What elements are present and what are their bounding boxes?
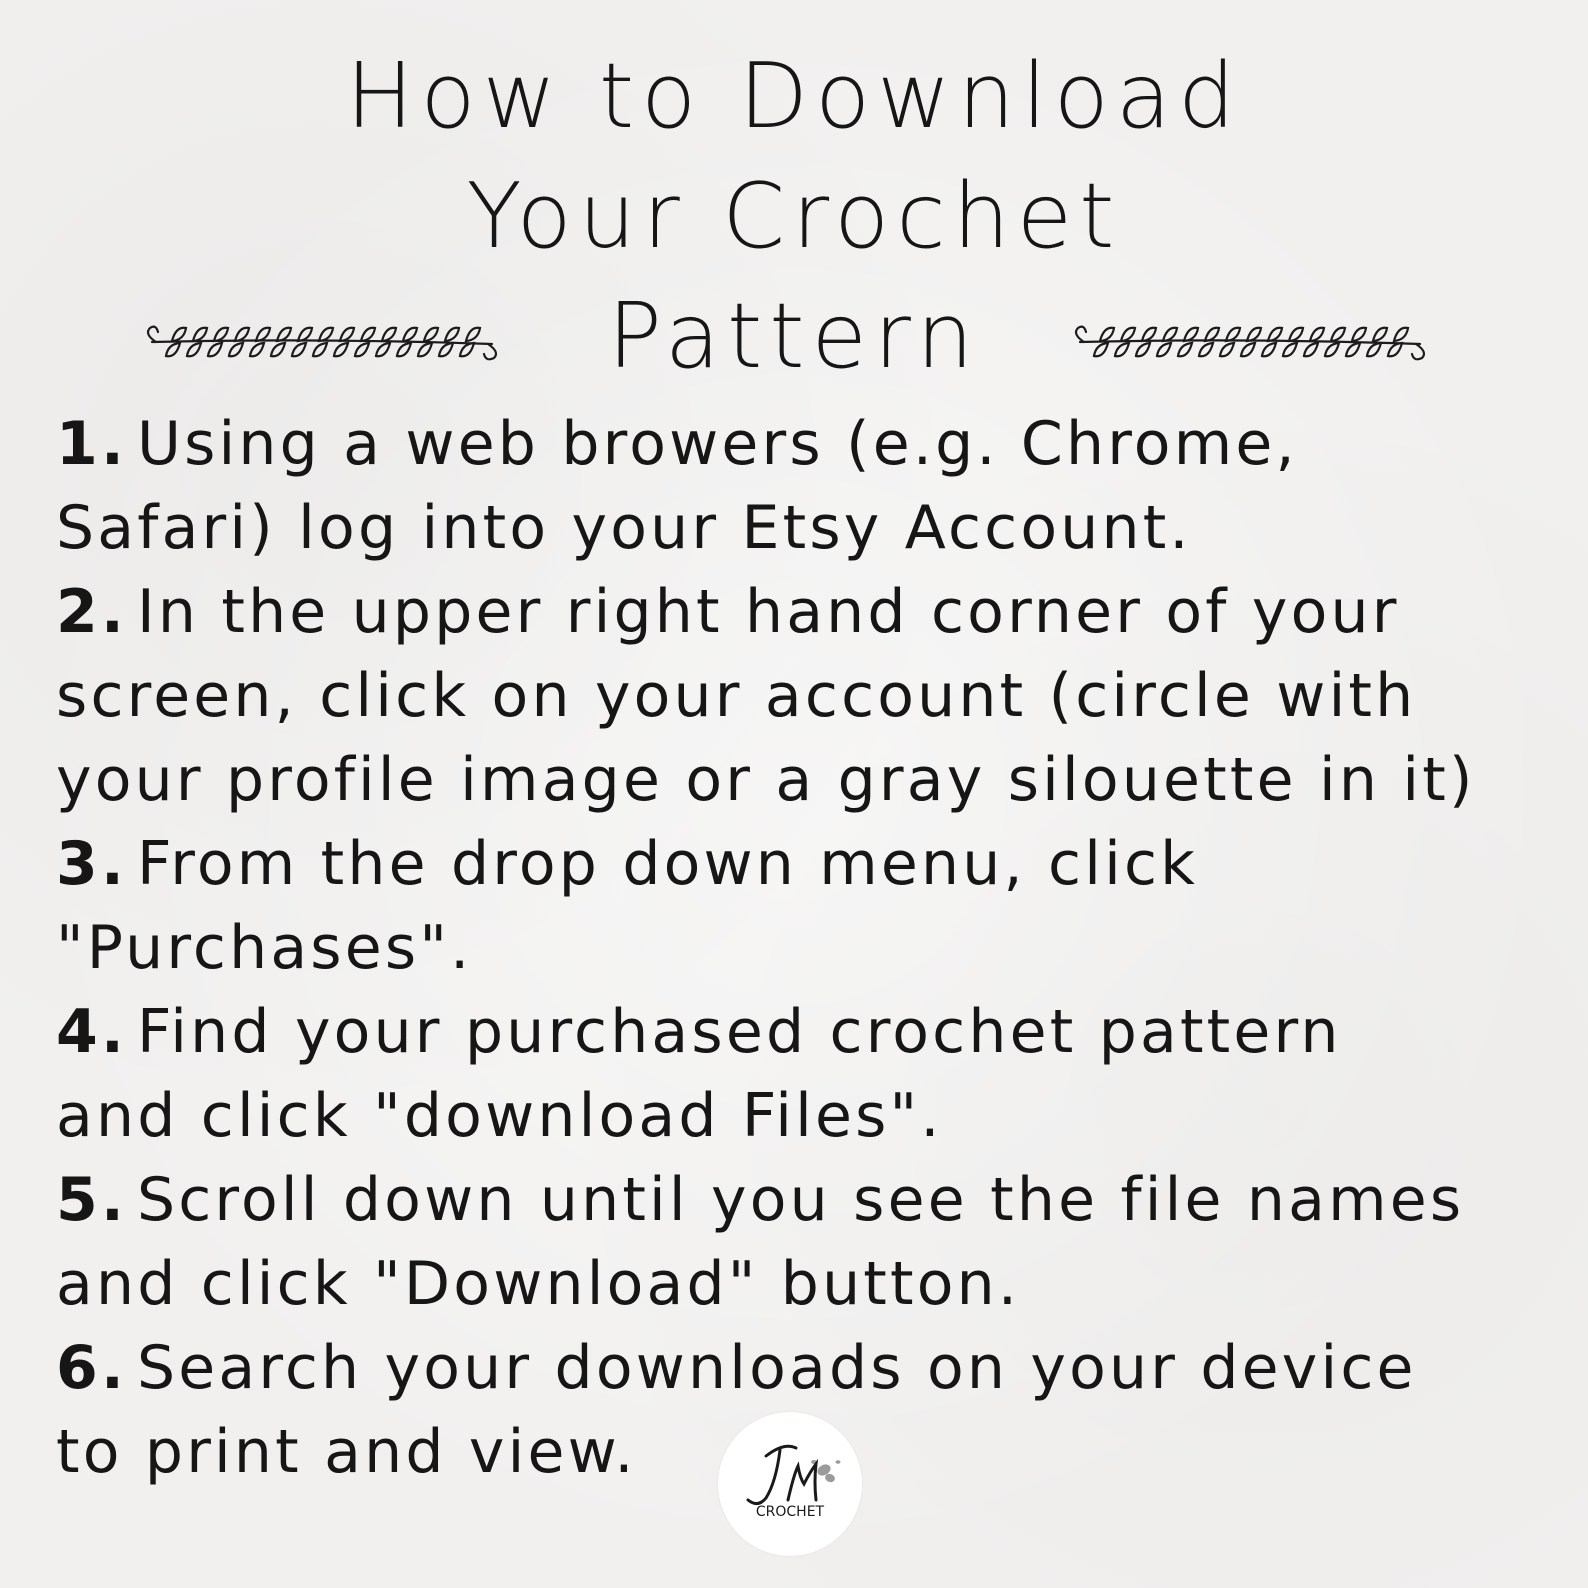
step-text: screen, click on your account (circle with (56, 661, 1417, 731)
step-line (56, 906, 1556, 990)
instructions-list (56, 402, 1556, 1494)
step-number: 3. (56, 829, 127, 899)
logo-emblem (718, 1412, 862, 1556)
step-text: Safari) log into your Etsy Account. (56, 493, 1192, 563)
step-text: and click "Download" button. (56, 1249, 1021, 1319)
step-line (56, 570, 1556, 654)
step-line (56, 990, 1556, 1074)
step-line (56, 822, 1556, 906)
step-line (56, 654, 1556, 738)
step-5 (56, 1158, 1556, 1326)
step-text: From the drop down menu, click (136, 829, 1199, 899)
vine-ornament-icon (142, 318, 502, 368)
title-line-3: Pattern (607, 284, 981, 389)
logo-text: CROCHET (755, 1504, 825, 1520)
step-number: 4. (56, 997, 127, 1067)
vine-ornament-icon (1070, 318, 1430, 368)
step-line (56, 1074, 1556, 1158)
step-text: Search your downloads on your device (136, 1333, 1417, 1403)
step-number: 5. (56, 1165, 127, 1235)
step-number: 6. (56, 1333, 127, 1403)
step-3 (56, 822, 1556, 990)
step-4 (56, 990, 1556, 1158)
step-text: your profile image or a gray silouette in it) (56, 745, 1476, 815)
step-line (56, 1242, 1556, 1326)
step-line (56, 402, 1556, 486)
step-line (56, 738, 1556, 822)
step-1 (56, 402, 1556, 570)
step-text: In the upper right hand corner of your (136, 577, 1400, 647)
title-line-2: Your Crochet (466, 164, 1122, 269)
step-line (56, 1158, 1556, 1242)
step-text: Using a web browers (e.g. Chrome, (136, 409, 1298, 479)
brand-logo (718, 1412, 862, 1556)
step-number: 1. (56, 409, 127, 479)
step-2 (56, 570, 1556, 822)
step-line (56, 1326, 1556, 1410)
step-text: Find your purchased crochet pattern (136, 997, 1342, 1067)
step-text: and click "download Files". (56, 1081, 943, 1151)
step-text: to print and view. (56, 1417, 637, 1487)
step-text: "Purchases". (56, 913, 473, 983)
step-text: Scroll down until you see the file names (136, 1165, 1465, 1235)
step-number: 2. (56, 577, 127, 647)
step-line (56, 486, 1556, 570)
title-line-1: How to Download (345, 44, 1243, 149)
